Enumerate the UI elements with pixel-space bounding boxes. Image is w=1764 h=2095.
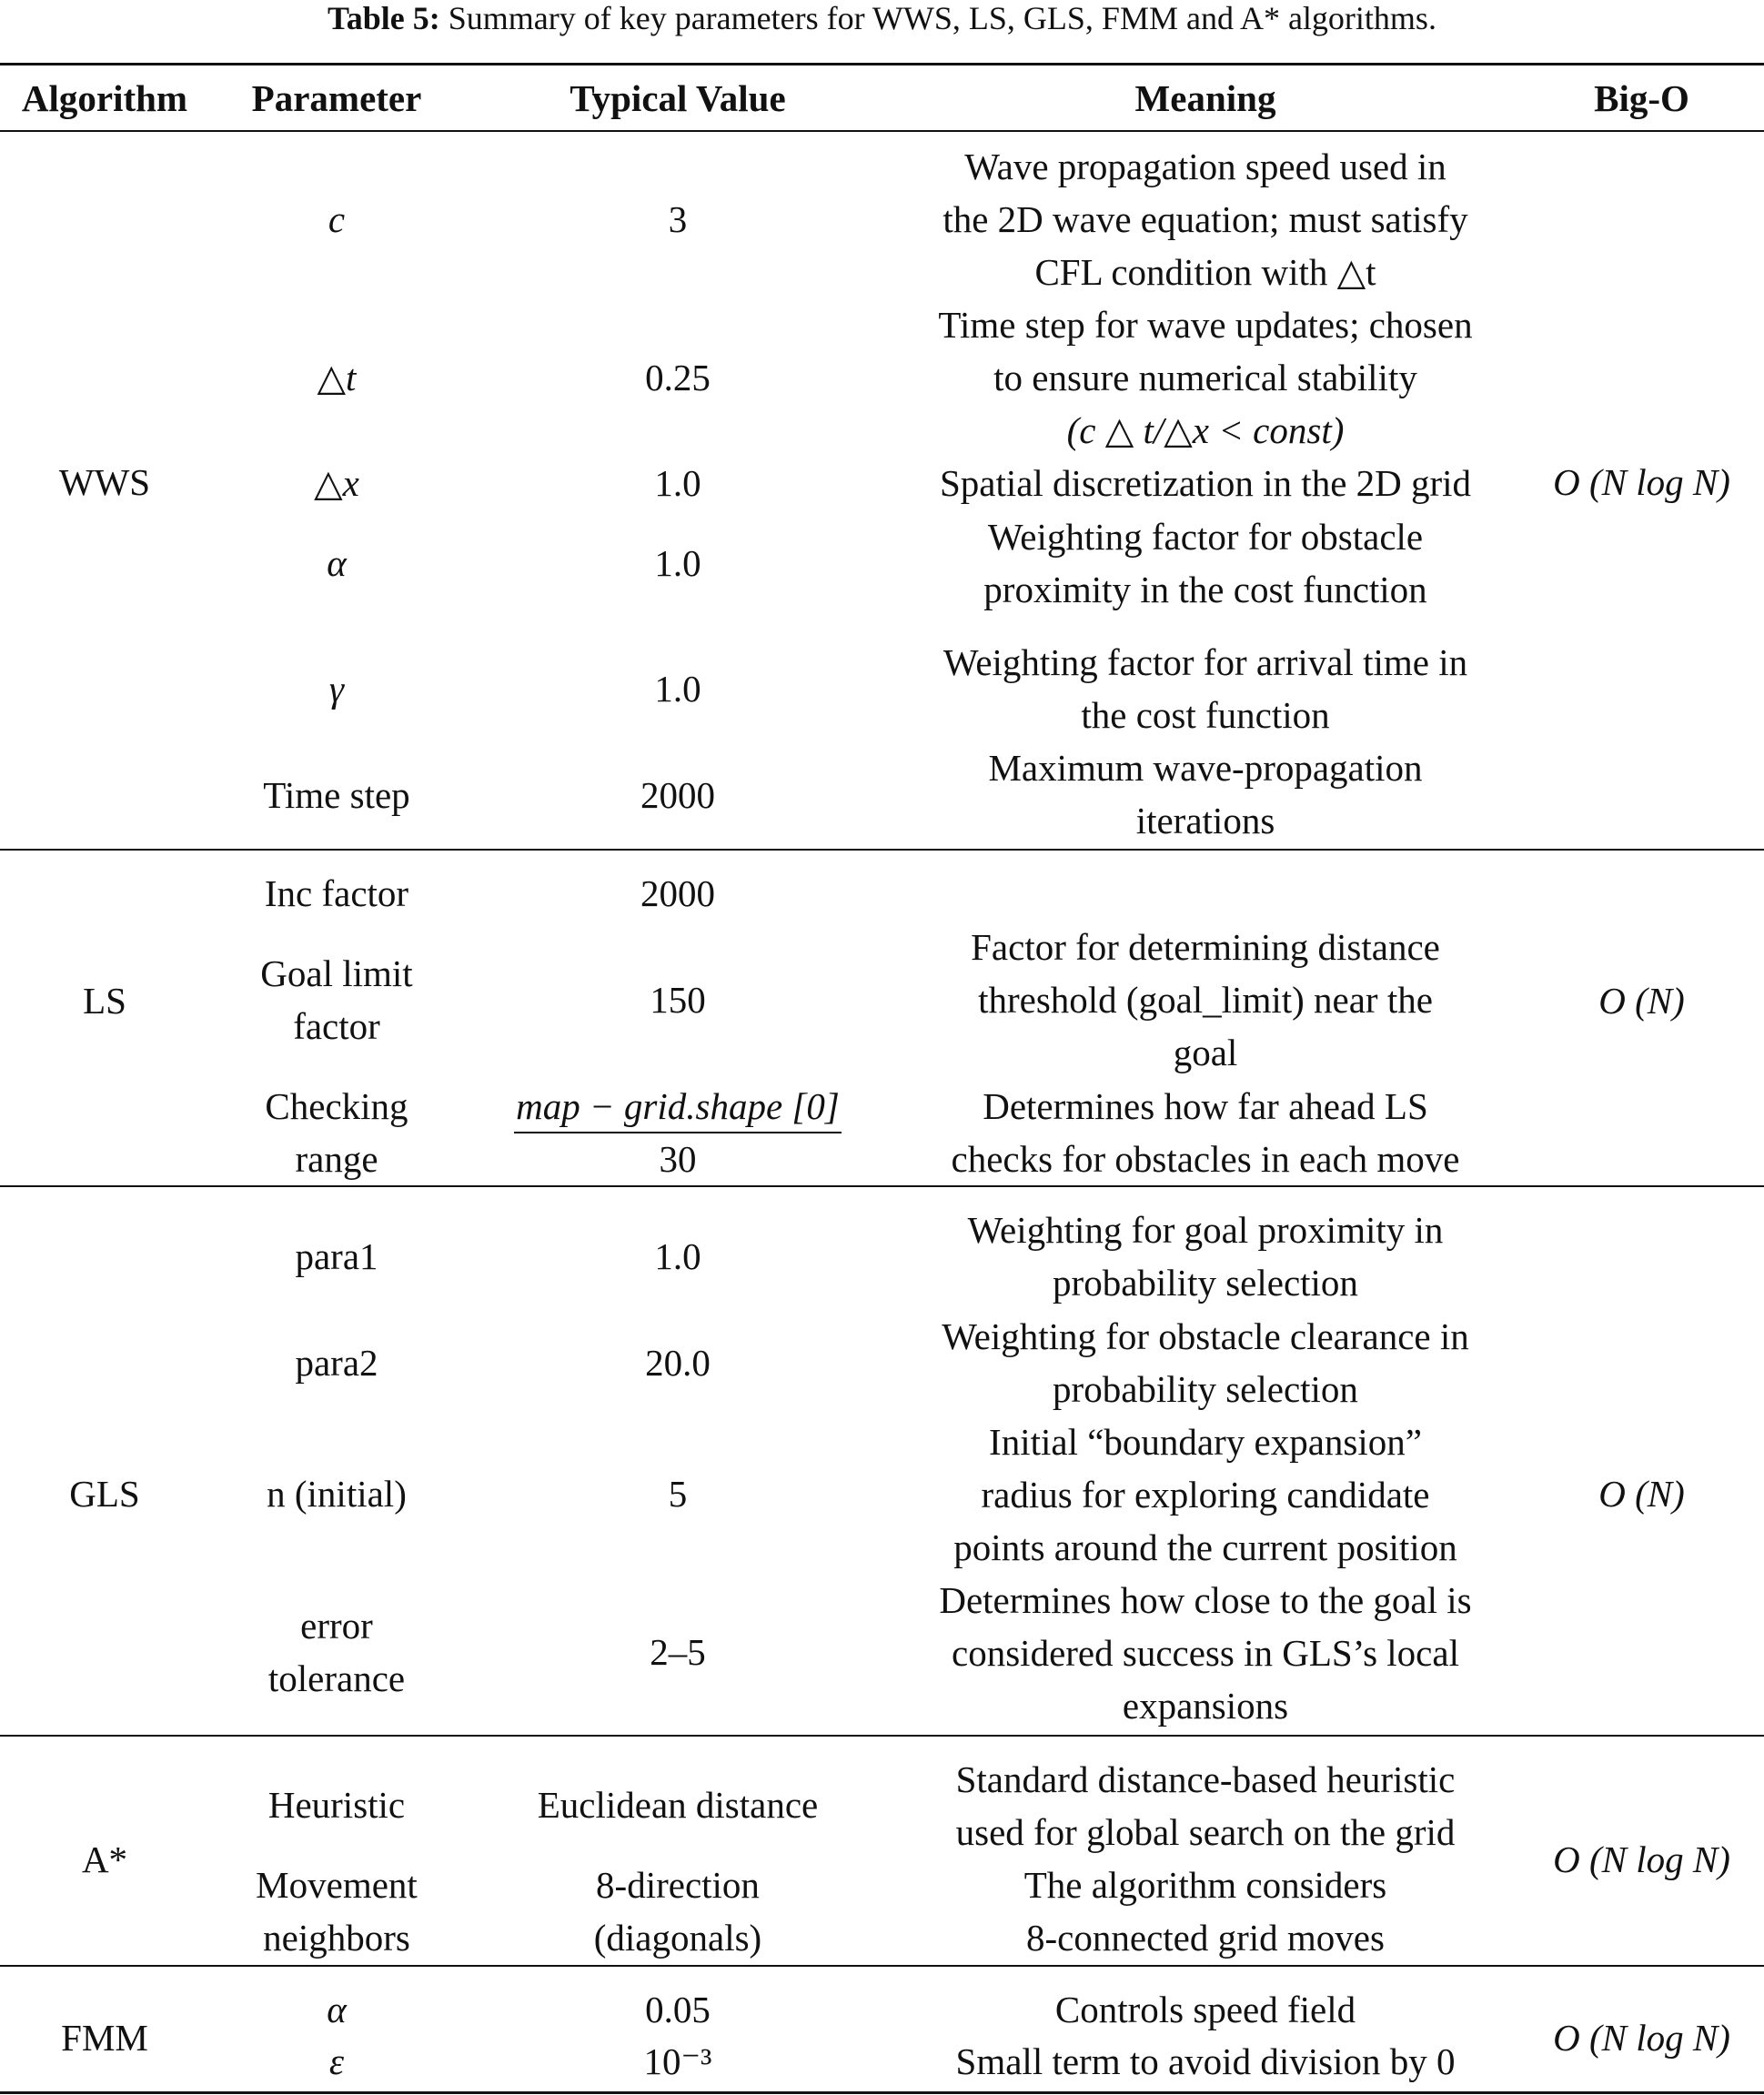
wws-value-time-step: 2000 — [640, 774, 715, 816]
wws-meaning-time-step — [892, 741, 1519, 847]
gls-value-para1: 1.0 — [654, 1235, 701, 1277]
meaning-line: The algorithm considers — [1023, 1864, 1387, 1906]
gls-big-o: O (N) — [1598, 1473, 1685, 1515]
meaning-line: the cost function — [1081, 694, 1330, 736]
meaning-line: threshold (goal_limit) near the — [978, 979, 1433, 1021]
meaning-line: expansions — [1122, 1685, 1289, 1727]
header-rule — [0, 130, 1764, 132]
fmm-param-epsilon: ε — [328, 2040, 345, 2082]
ls-algorithm-name: LS — [83, 980, 126, 1022]
header-parameter: Parameter — [251, 77, 422, 119]
param-line: neighbors — [263, 1917, 410, 1959]
ls-value-inc-factor: 2000 — [640, 872, 715, 914]
value-line: (diagonals) — [593, 1917, 762, 1959]
meaning-line: Initial “boundary expansion” — [989, 1421, 1422, 1463]
gls-value-error-tolerance: 2–5 — [650, 1631, 706, 1673]
meaning-line: Wave propagation speed used in — [964, 146, 1446, 187]
ls-meaning-goal-limit — [892, 921, 1519, 1079]
gls-value-n-initial: 5 — [668, 1473, 688, 1515]
meaning-line: to ensure numerical stability — [993, 357, 1417, 398]
fmm-value-alpha: 0.05 — [645, 1989, 711, 2030]
ls-group-rule — [0, 1185, 1764, 1187]
meaning-line: (c △ t/△x < const) — [1066, 409, 1345, 451]
gls-param-para2 — [209, 1336, 464, 1389]
astar-group-rule — [0, 1965, 1764, 1967]
param-line: para1 — [295, 1235, 378, 1277]
gls-meaning-para1 — [892, 1204, 1519, 1309]
param-line: para2 — [295, 1342, 378, 1384]
gls-group-rule — [0, 1735, 1764, 1737]
param-line: range — [295, 1138, 378, 1180]
fraction-denominator: 30 — [659, 1138, 697, 1180]
gls-value-para2: 20.0 — [645, 1342, 711, 1384]
astar-meaning-heuristic — [892, 1753, 1519, 1858]
header-typical-value: Typical Value — [570, 77, 786, 119]
astar-param-movement — [209, 1858, 464, 1964]
ls-value-checking-range — [464, 1080, 892, 1185]
meaning-line: used for global search on the grid — [955, 1811, 1456, 1853]
table-caption — [0, 0, 1764, 45]
wws-meaning-c — [892, 137, 1519, 301]
param-line: n (initial) — [267, 1473, 407, 1515]
meaning-line: Determines how close to the goal is — [939, 1579, 1472, 1621]
meaning-line: Weighting factor for arrival time in — [942, 641, 1468, 683]
wws-param-alpha: α — [327, 542, 347, 584]
wws-value-dt: 0.25 — [645, 357, 711, 398]
astar-param-heuristic — [209, 1778, 464, 1831]
meaning-line: points around the current position — [953, 1526, 1457, 1568]
wws-algorithm-name: WWS — [58, 461, 151, 503]
meaning-line: proximity in the cost function — [983, 569, 1427, 610]
meaning-line: probability selection — [1053, 1262, 1358, 1304]
meaning-line: Determines how far ahead LS — [983, 1085, 1428, 1127]
meaning-line: CFL condition with △t — [1034, 251, 1376, 293]
param-line: error — [300, 1605, 373, 1647]
param-line: Inc factor — [264, 872, 409, 914]
meaning-line: Small term to avoid division by 0 — [955, 2040, 1456, 2082]
gls-algorithm-name: GLS — [69, 1473, 140, 1515]
gls-meaning-n-initial — [892, 1415, 1519, 1574]
ls-param-checking-range — [209, 1080, 464, 1185]
param-line: tolerance — [267, 1657, 406, 1699]
header-big-o: Big-O — [1594, 77, 1689, 119]
meaning-line: considered success in GLS’s local — [952, 1632, 1459, 1674]
fmm-meaning-alpha — [892, 1983, 1519, 2036]
wws-value-gamma: 1.0 — [654, 668, 701, 710]
meaning-line: radius for exploring candidate — [981, 1474, 1430, 1516]
wws-meaning-gamma — [892, 636, 1519, 741]
bottom-rule — [0, 2091, 1764, 2094]
caption-text: Summary of key parameters for WWS, LS, GLS, FMM and A* algorithms. — [448, 0, 1436, 36]
wws-param-time-step: Time step — [263, 774, 410, 816]
astar-algorithm-name: A* — [81, 1838, 128, 1880]
meaning-line: iterations — [1135, 800, 1275, 841]
wws-param-c: c — [328, 198, 346, 240]
param-line: Heuristic — [267, 1784, 406, 1826]
fmm-param-alpha: α — [327, 1989, 347, 2030]
param-line: Movement — [256, 1864, 418, 1906]
header-meaning: Meaning — [1134, 77, 1276, 119]
meaning-line: Weighting for goal proximity in — [967, 1209, 1444, 1251]
fmm-algorithm-name: FMM — [61, 2017, 148, 2059]
meaning-line: 8-connected grid moves — [1026, 1917, 1385, 1959]
fraction — [514, 1081, 842, 1184]
meaning-line: checks for obstacles in each move — [951, 1138, 1460, 1180]
wws-meaning-dx — [892, 457, 1519, 509]
meaning-line: Weighting for obstacle clearance in — [942, 1315, 1469, 1357]
meaning-line: Time step for wave updates; chosen — [938, 304, 1473, 346]
fmm-big-o: O (N log N) — [1553, 2017, 1730, 2059]
wws-param-gamma: γ — [328, 668, 345, 710]
value-line: 8-direction — [596, 1864, 760, 1906]
wws-value-c: 3 — [668, 198, 688, 240]
gls-meaning-para2 — [892, 1310, 1519, 1415]
fraction-numerator: map − grid.shape [0] — [514, 1081, 842, 1133]
gls-meaning-error-tolerance — [892, 1574, 1519, 1732]
gls-param-error-tolerance — [209, 1599, 464, 1705]
wws-meaning-dt — [892, 296, 1519, 459]
caption-label: Table 5: — [328, 0, 440, 36]
meaning-line: Weighting factor for obstacle — [987, 516, 1424, 558]
wws-meaning-alpha — [892, 510, 1519, 616]
ls-param-goal-limit — [209, 947, 464, 1053]
meaning-line: Standard distance-based heuristic — [955, 1758, 1456, 1800]
astar-meaning-movement — [892, 1858, 1519, 1964]
astar-value-heuristic — [464, 1778, 892, 1831]
wws-big-o: O (N log N) — [1553, 461, 1730, 503]
param-line: Checking — [265, 1085, 408, 1127]
wws-param-dx: △x — [314, 462, 359, 504]
meaning-line: Maximum wave-propagation — [988, 747, 1423, 789]
meaning-line: the 2D wave equation; must satisfy — [942, 198, 1468, 240]
ls-value-goal-limit: 150 — [650, 979, 706, 1021]
gls-param-para1 — [209, 1230, 464, 1283]
wws-value-dx: 1.0 — [654, 462, 701, 504]
meaning-line: Controls speed field — [1054, 1989, 1356, 2030]
value-line: Euclidean distance — [537, 1784, 819, 1826]
ls-meaning-checking-range — [892, 1080, 1519, 1185]
meaning-line: Spatial discretization in the 2D grid — [939, 462, 1472, 504]
meaning-line: Factor for determining distance — [971, 926, 1440, 968]
top-rule — [0, 63, 1764, 65]
astar-value-movement — [464, 1858, 892, 1964]
header-algorithm: Algorithm — [21, 77, 188, 119]
ls-param-inc-factor — [209, 867, 464, 920]
gls-param-n-initial — [209, 1467, 464, 1520]
param-line: factor — [293, 1005, 380, 1047]
param-line: Goal limit — [260, 952, 413, 994]
fmm-meaning-epsilon — [892, 2035, 1519, 2088]
wws-value-alpha: 1.0 — [654, 542, 701, 584]
fmm-value-epsilon: 10⁻³ — [643, 2040, 712, 2082]
astar-big-o: O (N log N) — [1553, 1838, 1730, 1880]
ls-big-o: O (N) — [1598, 980, 1685, 1022]
meaning-line: goal — [1173, 1032, 1238, 1073]
wws-param-dt: △t — [317, 357, 357, 398]
meaning-line: probability selection — [1053, 1368, 1358, 1410]
wws-group-rule — [0, 849, 1764, 851]
